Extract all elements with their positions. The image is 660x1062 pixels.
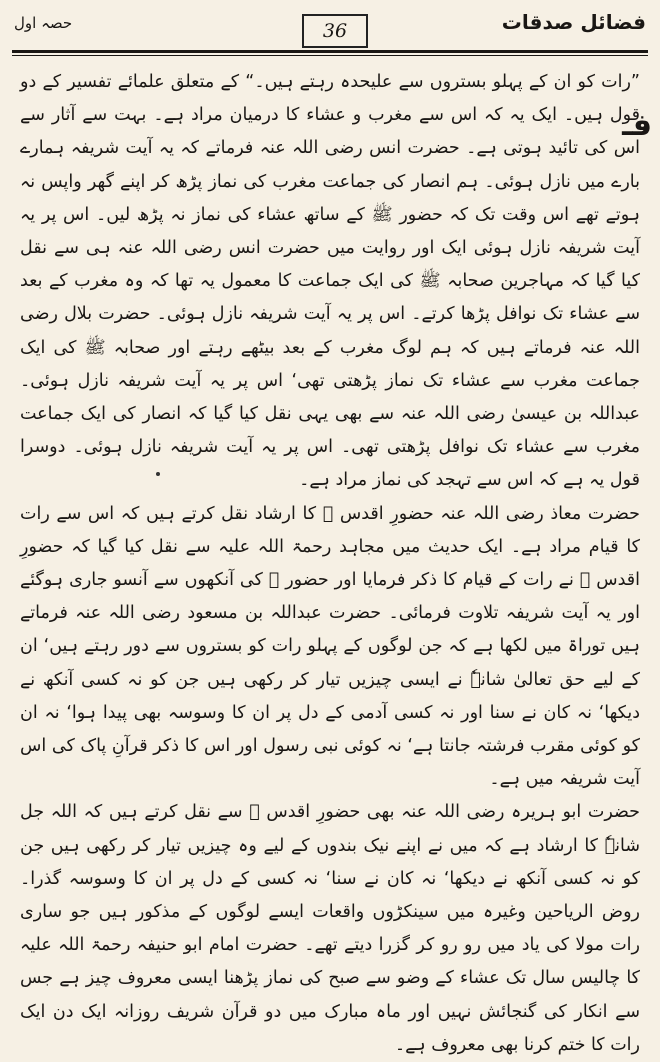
book-title: فضائل صدقات (501, 10, 646, 34)
header-rule-thick (12, 50, 648, 53)
page-number: 36 (302, 14, 368, 48)
page-header (0, 0, 660, 52)
paragraph-1: ”رات کو ان کے پہلو بستروں سے علیحدہ رہتے ہیں۔“ کے متعلق علمائے تفسیر کے دو قول ہیں۔ ایک یہ کہ اس سے مغرب و عشاء کا درمیان مراد ہے۔ بہت سے آثار سے اس کی تائید ہوتی ہے۔ حضرت انس رضی اللہ عنہ فرماتے کہ یہ آیت شریفہ ہمارے بارے میں نازل ہوئی۔ ہم انصار کی جماعت مغرب کی نماز پڑھ کر اپنے گھر واپس نہ ہوتے تھے اس وقت تک کہ حضور ﷺ کے ساتھ عشاء کی نماز نہ پڑھ لیں۔ اس پر یہ آیت شریفہ نازل ہوئی ایک اور روایت میں حضرت انس رضی اللہ عنہ ہی سے نقل کیا گیا کہ مہاجرین صحابہ ﷺ کی ایک جماعت کا معمول یہ تھا کہ وہ مغرب کے بعد سے عشاء تک نوافل پڑھا کرتے۔ اس پر یہ آیت شریفہ نازل ہوئی۔ حضرت بلال رضی اللہ عنہ فرماتے ہیں کہ ہم لوگ مغرب کے بعد بیٹھے رہتے اور صحابہ ﷺ کی ایک جماعت مغرب سے عشاء تک نماز پڑھتی تھی‘ اس پر یہ آیت شریفہ نازل ہوئی۔ عبداللہ بن عیسیٰ رضی اللہ عنہ سے بھی یہی نقل کیا گیا کہ انصار کی ایک جماعت مغرب سے عشاء تک نوافل پڑھتی تھی۔ اس پر یہ آیت شریفہ نازل ہوئی۔ دوسرا قول یہ ہے کہ اس سے تہجد کی نماز مراد ہے۔ (20, 72, 640, 491)
section-marker: فـ (622, 108, 652, 143)
part-label: حصہ اول (14, 14, 73, 32)
paragraph-3: حضرت ابو ہریرہ رضی اللہ عنہ بھی حضورِ اقدس ﷺ سے نقل کرتے ہیں کہ اللہ جل شانہٗ کا ارشاد ہے کہ میں نے اپنے نیک بندوں کے لیے وہ چیزیں تیار کر رکھی ہیں جن کو نہ کسی آنکھ نے دیکھا‘ نہ کان نے سنا‘ نہ کسی کے دل پر ان کا وسوسہ گذرا۔ روض الریاحین وغیرہ میں سینکڑوں واقعات ایسے لوگوں کے مذکور ہیں جو ساری رات مولا کی یاد میں رو رو کر گزرا دیتے تھے۔ حضرت امام ابو حنیفہ رحمۃ اللہ علیہ کا چالیس سال تک عشاء کے وضو سے صبح کی نماز پڑھنا ایسی معروف چیز ہے جس سے انکار کی گنجائش نہیں اور ماہ مبارک میں دو قرآن شریف روزانہ ایک دن ایک رات کا ختم کرنا بھی معروف ہے۔ (20, 802, 640, 1055)
page-body (20, 66, 640, 1062)
header-rule-thin (12, 55, 648, 56)
ink-dot (156, 472, 160, 476)
paragraph-2: حضرت معاذ رضی اللہ عنہ حضورِ اقدس ﷺ کا ارشاد نقل کرتے ہیں کہ اس سے رات کا قیام مراد ہے۔ ایک حدیث میں مجاہد رحمۃ اللہ علیہ سے نقل کیا گیا کہ حضورِ اقدس ﷺ نے رات کے قیام کا ذکر فرمایا اور حضور ﷺ کی آنکھوں سے آنسو جاری ہوگئے اور یہ آیت شریفہ تلاوت فرمائی۔ حضرت عبداللہ بن مسعود رضی اللہ عنہ فرماتے ہیں توراۃ میں لکھا ہے کہ جن لوگوں کے پہلو رات کو بستروں سے دور رہتے ہیں‘ ان کے لیے حق تعالیٰ شانہٗ نے ایسی چیزیں تیار کر رکھی ہیں جن کو نہ کسی آنکھ نے دیکھا‘ نہ کان نے سنا اور نہ کسی آدمی کے دل پر ان کا وسوسہ بھی پیدا ہوا‘ نہ ان کو کوئی مقرب فرشتہ جانتا ہے‘ نہ کوئی نبی رسول اور اس کا ذکر قرآنِ پاک کی اس آیت شریفہ میں ہے۔ (20, 503, 640, 790)
